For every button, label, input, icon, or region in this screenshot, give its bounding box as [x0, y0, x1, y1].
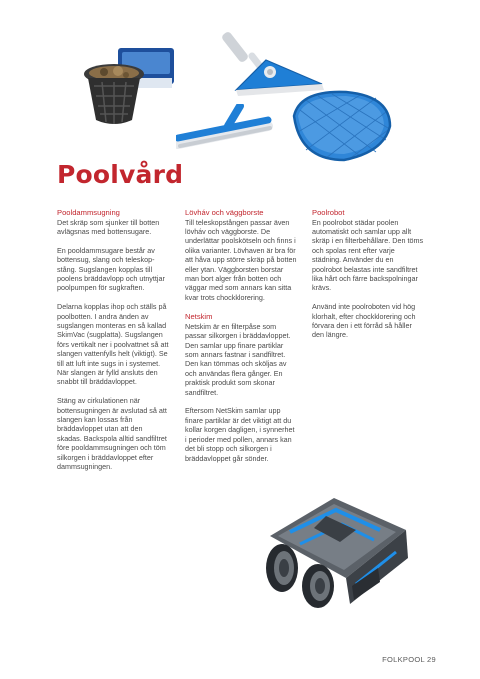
section-heading: Pooldammsugning	[57, 208, 120, 217]
paragraph: Netskim är en filterpåse som passar silkorgen i bräddavloppet. Den samlar upp finare partiklar som annars fastnar i sandfiltret. Den kan tömmas och sköljas av och användas flera gånger. En praktisk produkt som skonar sandfiltret.	[185, 321, 291, 397]
paragraph: En pooldammsugare består av bottensug, slang och teleskop-stång. Sugslangen kopplas till poolens bräddavlopp och utnyttjar poolpumpen för sugkraften.	[57, 245, 165, 293]
column-lovhav-netskim	[185, 208, 297, 472]
paragraph: Delarna kopplas ihop och ställs på poolbotten. I andra änden av sugslangen monteras en så kallad SkimVac (sugplatta). Sugslangen förs vertikalt ner i poolvattnet så att slangen vattenfylls helt (viktigt). Se till att luft inte sugs in i systemet. När slangen är fylld ansluts den snabbt till bräddavloppet.	[57, 302, 169, 387]
section-heading: Netskim	[185, 312, 213, 322]
pool-robot-image	[256, 486, 412, 610]
leaf-net-image	[286, 86, 396, 164]
wall-brush-image	[176, 104, 286, 150]
paragraph: Eftersom NetSkim samlar upp finare partiklar är det viktigt att du kollar korgen dagligen, i synnerhet i perioder med pollen, annars kan det bli stopp och silkorgen i bräddavloppet går sönder.	[185, 406, 295, 463]
page-title: Poolvård	[57, 160, 184, 189]
column-pooldammsugning	[57, 208, 169, 481]
section-heading: Poolrobot	[312, 208, 345, 217]
paragraph: Stäng av cirkulationen när bottensugningen är avslutad så att slangen kan lossas från bräddavloppet utan att den skadas. Backspola alltid sandfiltret före pooldammsugningen och töm silkorgen i bräddavloppet efter dammsugningen.	[57, 396, 167, 472]
skimmer-basket-image	[80, 40, 180, 130]
column-poolrobot	[312, 208, 424, 349]
paragraph: Till teleskopstången passar även lövháv och väggborste. De underlättar poolskötseln och finns i olika varianter. Lövhaven är bra för att håva upp större skräp på botten eller ytan. Väggborsten borstar man bort alger från botten och väggar med som annars kan sitta kvar trots chockklorering.	[185, 217, 297, 302]
paragraph: Använd inte poolroboten vid hög klorhalt, efter chockklorering och förvara den i ett förråd så håller den längre.	[312, 302, 416, 340]
section-heading: Lövháv och väggborste	[185, 208, 264, 217]
paragraph: En poolrobot städar poolen automatiskt och samlar upp allt skräp i en filterbehållare. Den töms och spolas rent efter varje städning. Använder du en poolrobot belastas inte sandfiltret lika hårt och färre backspolningar krävs.	[312, 217, 424, 293]
paragraph: Det skräp som sjunker till botten avlägsnas med bottensugare.	[57, 217, 160, 236]
page-footer: FOLKPOOL 29	[382, 655, 436, 664]
